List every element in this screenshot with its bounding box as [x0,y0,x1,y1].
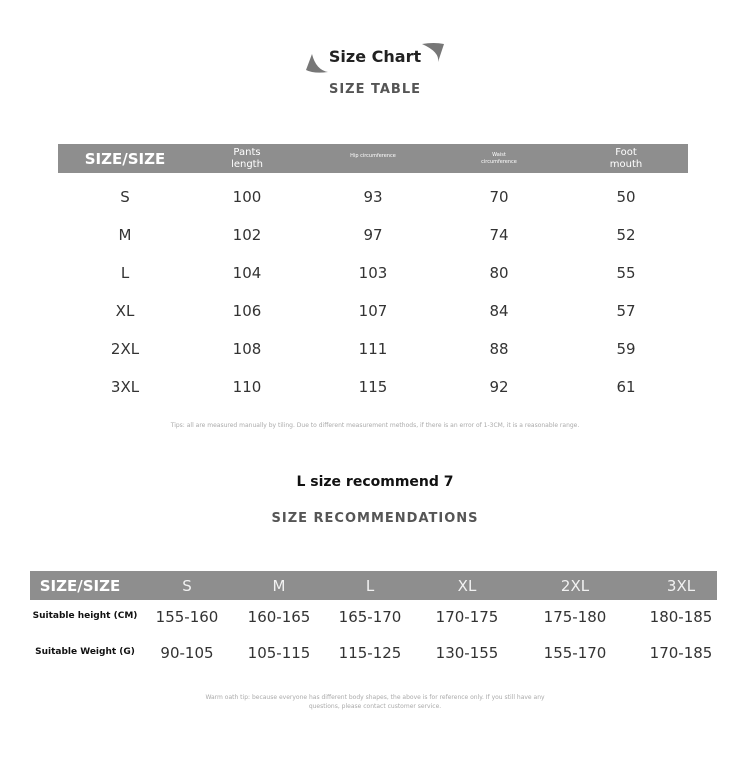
table-cell: L [120,264,130,282]
table-row [0,340,750,360]
table-cell: S [120,188,130,206]
table-cell: XL [115,302,135,320]
table-cell: 55 [616,264,636,282]
table-row [0,226,750,246]
table-cell: 80 [489,264,509,282]
rec-table-header [30,571,717,600]
table-cell: 155-170 [543,644,607,662]
table-cell: 50 [616,188,636,206]
table-cell: 97 [363,226,383,244]
col-waist: Waist circumference [481,152,517,165]
table-cell: 170-185 [649,644,713,662]
table-cell: 92 [489,378,509,396]
table-cell: 115 [358,378,388,396]
table-cell: 108 [232,340,262,358]
table-cell: 88 [489,340,509,358]
table-cell: 84 [489,302,509,320]
table-cell: M [118,226,132,244]
table-cell: 57 [616,302,636,320]
table-row [0,188,750,208]
table-row [0,378,750,398]
row-label: Suitable Weight (G) [35,647,135,657]
table-cell: 170-175 [435,608,499,626]
measurement-tip: Tips: all are measured manually by tiling. Due to different measurement methods, if there is an error of 1-3CM, it is a reasonable range. [170,422,580,429]
table-cell: 107 [358,302,388,320]
reference-tip-line1: Warm oath tip: because everyone has different body shapes, the above is for reference only. If you still have any [205,694,545,701]
col-foot-mouth: Foot mouth [609,147,643,170]
table-cell: 74 [489,226,509,244]
recommend-headline: L size recommend 7 [296,474,454,490]
row-label: Suitable height (CM) [32,611,138,621]
page-title: Size Chart [328,47,422,66]
page-subtitle: SIZE TABLE [328,82,422,97]
col-2xl: 2XL [560,577,590,595]
table-cell: 180-185 [649,608,713,626]
col-s: S [182,577,192,595]
table-cell: 105-115 [247,644,311,662]
table-cell: 104 [232,264,262,282]
table-cell: 160-165 [247,608,311,626]
table-cell: 111 [358,340,388,358]
table-cell: 70 [489,188,509,206]
size-table-header [58,144,688,173]
table-cell: 155-160 [155,608,219,626]
col-3xl: 3XL [666,577,696,595]
table-cell: 52 [616,226,636,244]
col-xl: XL [457,577,477,595]
table-cell: 103 [358,264,388,282]
col-size: SIZE/SIZE [84,150,166,168]
col-pants-length: Pants length [231,147,263,170]
col-l: L [365,577,375,595]
table-cell: 130-155 [435,644,499,662]
reference-tip-line2: questions, please contact customer service. [308,703,442,710]
table-cell: 90-105 [160,644,214,662]
table-cell: 110 [232,378,262,396]
rec-table-row [0,644,750,664]
table-cell: 3XL [110,378,140,396]
col-hip: Hip circumference [350,153,396,159]
col-size: SIZE/SIZE [39,577,121,595]
table-cell: 175-180 [543,608,607,626]
table-cell: 59 [616,340,636,358]
table-cell: 100 [232,188,262,206]
table-cell: 115-125 [338,644,402,662]
table-cell: 93 [363,188,383,206]
table-cell: 102 [232,226,262,244]
rec-table-row [0,608,750,628]
recommend-subtitle: SIZE RECOMMENDATIONS [271,511,479,526]
table-cell: 61 [616,378,636,396]
col-m: M [272,577,286,595]
table-cell: 2XL [110,340,140,358]
table-row [0,302,750,322]
table-cell: 165-170 [338,608,402,626]
table-row [0,264,750,284]
table-cell: 106 [232,302,262,320]
